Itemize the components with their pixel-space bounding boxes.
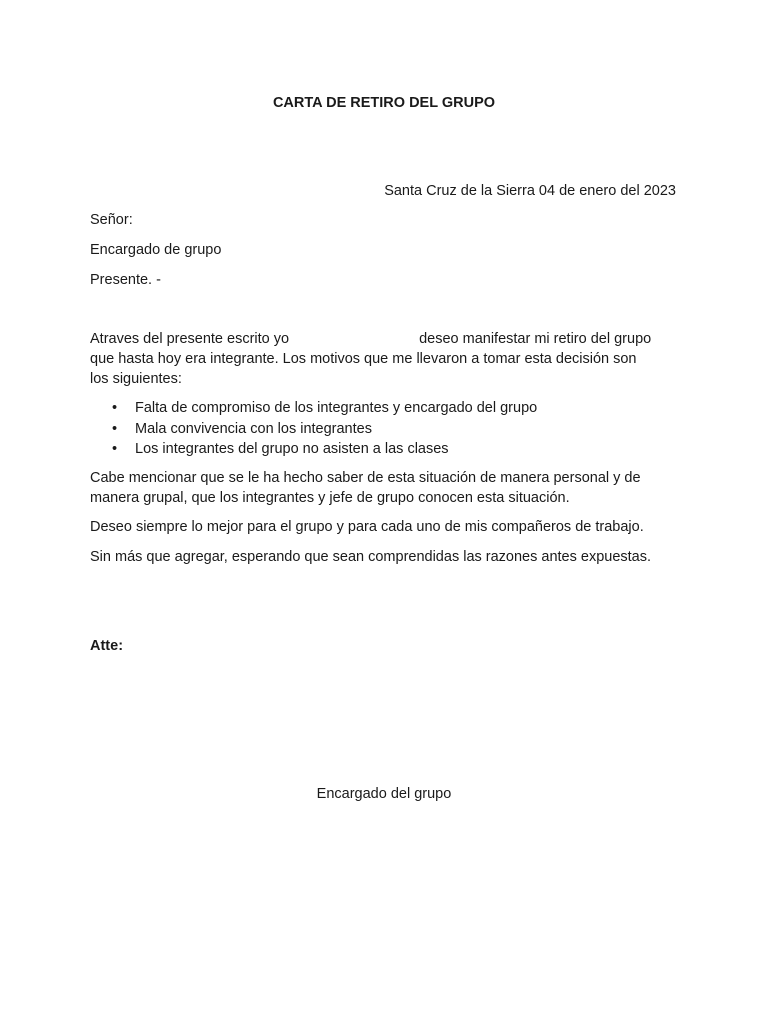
list-item (90, 419, 537, 440)
salutation-line-1: Señor: (90, 212, 133, 228)
intro-line-2: que hasta hoy era integrante. Los motivos que me llevaron a tomar esta decisión son (90, 351, 637, 367)
reason-text: Falta de compromiso de los integrantes y encargado del grupo (135, 400, 538, 416)
list-item (90, 398, 537, 419)
intro-line-3: los siguientes: (90, 371, 182, 387)
date-line: Santa Cruz de la Sierra 04 de enero del 2023 (384, 183, 676, 199)
list-item (90, 439, 537, 460)
paragraph-wishes: Deseo siempre lo mejor para el grupo y para cada uno de mis compañeros de trabajo. (90, 519, 644, 535)
intro-line-1-start: Atraves del presente escrito yo (90, 331, 290, 347)
intro-line-1 (90, 329, 690, 349)
intro-line-1-end: deseo manifestar mi retiro del grupo (419, 331, 652, 347)
reason-text: Mala convivencia con los integrantes (135, 420, 372, 437)
bullet-icon: • (112, 441, 118, 457)
closing-atte: Atte: (90, 638, 124, 654)
intro-paragraph (90, 329, 690, 389)
paragraph-situation (90, 468, 690, 508)
document-title: CARTA DE RETIRO DEL GRUPO (272, 95, 496, 111)
signature-label: Encargado del grupo (316, 786, 452, 802)
paragraph-situation-line-2: manera grupal, que los integrantes y jefe de grupo conocen esta situación. (90, 490, 570, 506)
paragraph-closing: Sin más que agregar, esperando que sean comprendidas las razones antes expuestas. (90, 549, 652, 565)
reason-text: Los integrantes del grupo no asisten a las clases (135, 441, 449, 457)
salutation-line-3: Presente. - (90, 272, 161, 288)
paragraph-situation-line-1: Cabe mencionar que se le ha hecho saber de esta situación de manera personal y de (90, 470, 641, 486)
bullet-icon: • (112, 400, 118, 416)
salutation-line-2: Encargado de grupo (90, 242, 222, 258)
reasons-list (90, 398, 537, 460)
bullet-icon: • (112, 420, 118, 437)
